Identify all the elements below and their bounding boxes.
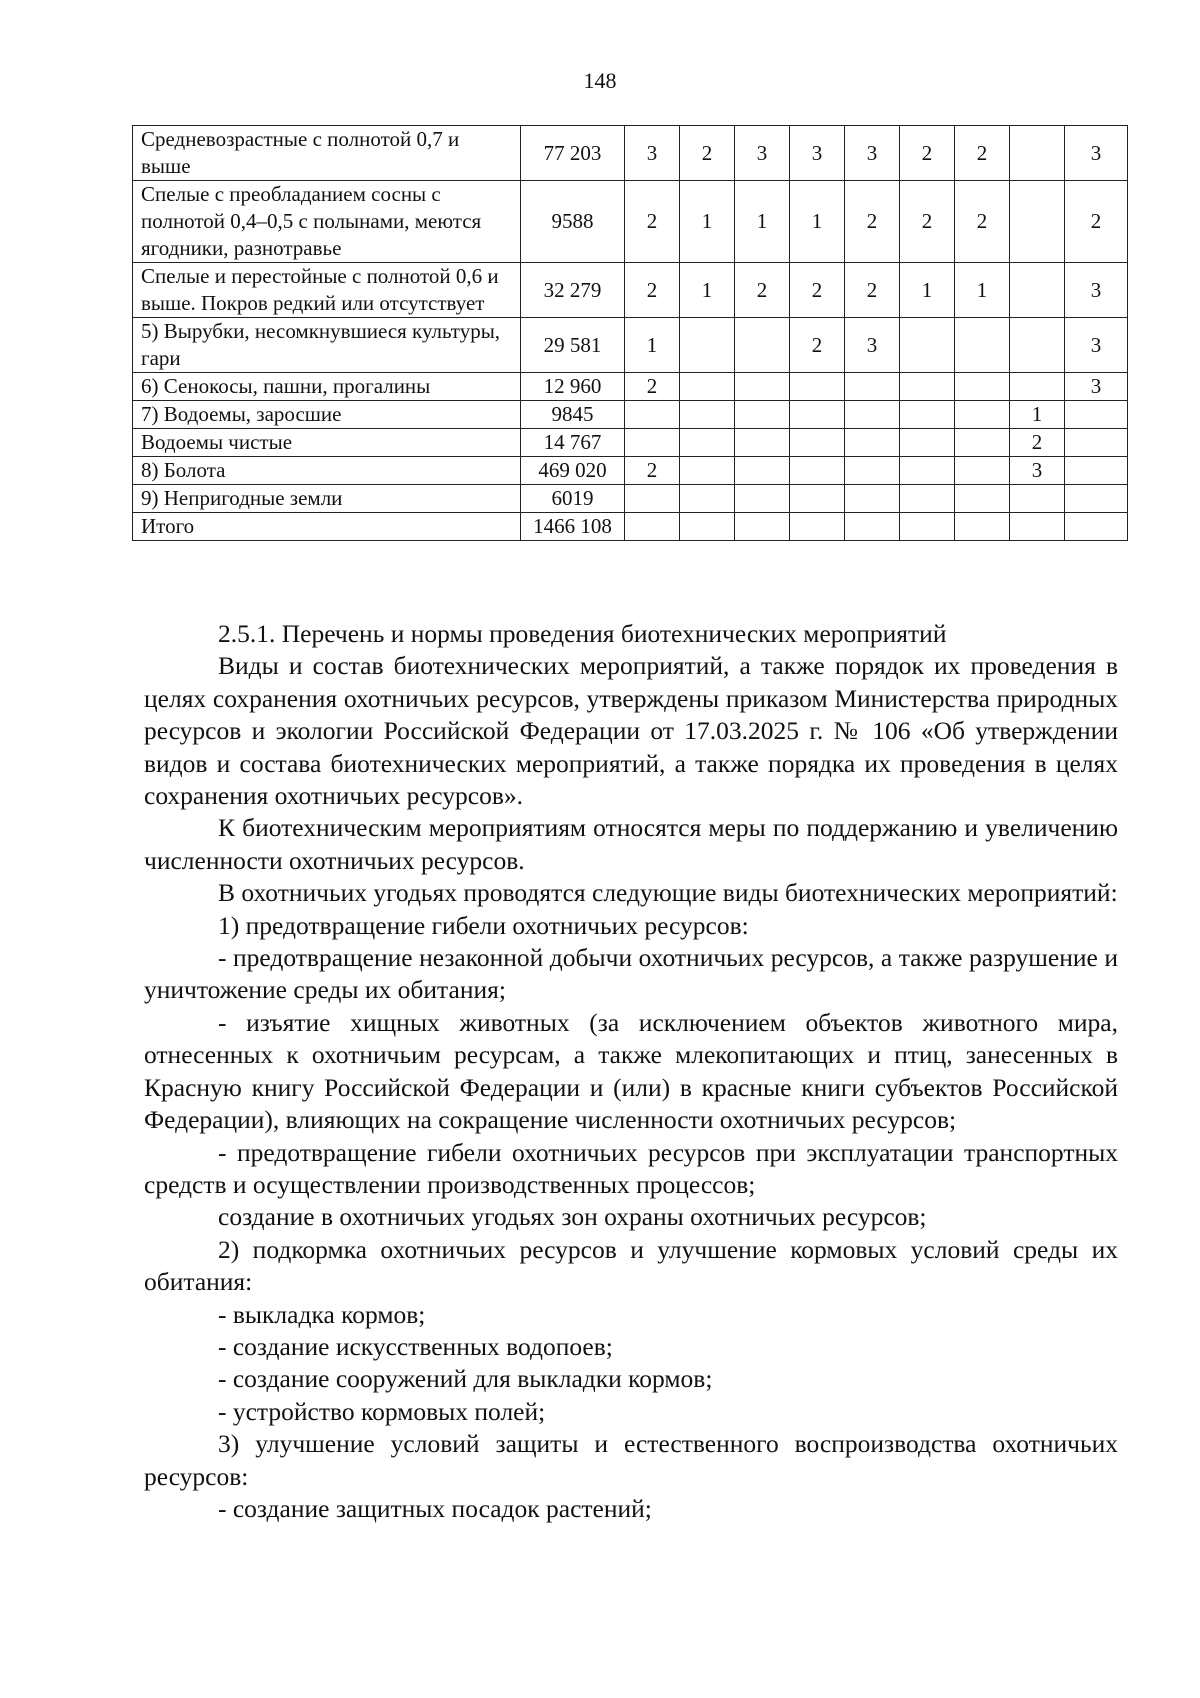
paragraph: 1) предотвращение гибели охотничьих ресурсов: (218, 910, 749, 940)
score-cell (955, 485, 1010, 513)
score-cell: 1 (625, 318, 680, 373)
score-cell (1010, 485, 1065, 513)
score-cell (845, 485, 900, 513)
paragraph: - создание искусственных водопоев; (218, 1331, 613, 1361)
score-cell: 2 (845, 263, 900, 318)
score-cell: 2 (625, 263, 680, 318)
score-cell: 2 (845, 181, 900, 263)
score-cell: 2 (680, 126, 735, 181)
score-cell: 1 (1010, 401, 1065, 429)
row-area: 12 960 (521, 373, 625, 401)
score-cell: 3 (790, 126, 845, 181)
row-area: 1466 108 (521, 513, 625, 541)
row-area: 6019 (521, 485, 625, 513)
paragraph: Виды и состав биотехнических мероприятий, а также порядок их проведения в целях сохранения охотничьих ресурсов, утверждены приказом Министерства природных ресурсов и экологии Российской Федерации от 17.03.2025 г. № 106 «Об утверждении видов и состава биотехнических мероприятий, а также порядка их проведения в целях сохранения охотничьих ресурсов». (144, 651, 1118, 811)
score-cell (735, 485, 790, 513)
score-cell (625, 485, 680, 513)
score-cell: 1 (790, 181, 845, 263)
table-row (133, 263, 1128, 318)
row-name: Спелые и перестойные с полнотой 0,6 и выше. Покров редкий или отсутствует (133, 263, 521, 318)
row-name: 7) Водоемы, заросшие (133, 401, 521, 429)
score-cell (845, 457, 900, 485)
row-name: 6) Сенокосы, пашни, прогалины (133, 373, 521, 401)
score-cell (790, 373, 845, 401)
score-cell (845, 429, 900, 457)
score-cell (900, 429, 955, 457)
score-cell (1010, 126, 1065, 181)
score-cell: 3 (845, 126, 900, 181)
paragraph: - выкладка кормов; (218, 1299, 426, 1329)
paragraph: - создание защитных посадок растений; (218, 1493, 652, 1523)
score-cell (1065, 485, 1128, 513)
row-area: 9845 (521, 401, 625, 429)
score-cell (680, 513, 735, 541)
table-row (133, 181, 1128, 263)
score-cell (735, 318, 790, 373)
score-cell (955, 429, 1010, 457)
score-cell (680, 457, 735, 485)
score-cell (1010, 373, 1065, 401)
score-cell: 1 (680, 263, 735, 318)
score-cell: 2 (735, 263, 790, 318)
score-cell: 3 (625, 126, 680, 181)
score-cell (790, 457, 845, 485)
row-name: 8) Болота (133, 457, 521, 485)
score-cell (955, 457, 1010, 485)
row-name: Итого (133, 513, 521, 541)
score-cell (900, 318, 955, 373)
score-cell: 3 (845, 318, 900, 373)
habitat-table (132, 125, 1128, 541)
score-cell (735, 429, 790, 457)
section-heading: 2.5.1. Перечень и нормы проведения биотехнических мероприятий (218, 619, 947, 648)
score-cell (900, 401, 955, 429)
score-cell (1010, 263, 1065, 318)
score-cell: 2 (625, 373, 680, 401)
score-cell: 3 (1065, 263, 1128, 318)
score-cell: 3 (735, 126, 790, 181)
score-cell: 2 (790, 263, 845, 318)
score-cell (1065, 429, 1128, 457)
row-area: 14 767 (521, 429, 625, 457)
score-cell (1065, 513, 1128, 541)
row-name: Спелые с преобладанием сосны с полнотой 0,4–0,5 с полынами, меются ягодники, разнотравье (133, 181, 521, 263)
table-row (133, 126, 1128, 181)
paragraph: - создание сооружений для выкладки кормов; (218, 1364, 713, 1394)
score-cell (845, 373, 900, 401)
table-row (133, 429, 1128, 457)
score-cell (1010, 318, 1065, 373)
row-name: Средневозрастные с полнотой 0,7 и выше (133, 126, 521, 181)
score-cell (955, 401, 1010, 429)
score-cell (790, 401, 845, 429)
paragraph: К биотехническим мероприятиям относятся меры по поддержанию и увеличению численности охотничьих ресурсов. (144, 813, 1118, 875)
score-cell: 1 (680, 181, 735, 263)
score-cell (790, 429, 845, 457)
score-cell (735, 373, 790, 401)
score-cell (845, 513, 900, 541)
score-cell (1010, 513, 1065, 541)
score-cell (625, 429, 680, 457)
score-cell (955, 513, 1010, 541)
table-body (133, 126, 1128, 541)
score-cell (790, 513, 845, 541)
score-cell (900, 485, 955, 513)
score-cell: 1 (955, 263, 1010, 318)
score-cell: 3 (1065, 126, 1128, 181)
score-cell (955, 318, 1010, 373)
score-cell (735, 401, 790, 429)
table-row (133, 373, 1128, 401)
paragraph: 2) подкормка охотничьих ресурсов и улучшение кормовых условий среды их обитания: (144, 1234, 1118, 1297)
score-cell: 2 (1010, 429, 1065, 457)
score-cell (845, 401, 900, 429)
page-number: 148 (583, 68, 617, 93)
score-cell: 3 (1010, 457, 1065, 485)
score-cell: 2 (955, 126, 1010, 181)
score-cell: 2 (625, 181, 680, 263)
score-cell (680, 401, 735, 429)
score-cell (680, 485, 735, 513)
table-row (133, 457, 1128, 485)
paragraph: - устройство кормовых полей; (218, 1396, 546, 1426)
score-cell: 2 (900, 126, 955, 181)
row-area: 32 279 (521, 263, 625, 318)
score-cell: 2 (900, 181, 955, 263)
row-area: 469 020 (521, 457, 625, 485)
paragraph: - изъятие хищных животных (за исключением объектов животного мира, отнесенных к охотничьим ресурсам, а также млекопитающих и птиц, занесенных в Красную книгу Российской Федерации и (или) в красные книги субъектов Российской Федерации), влияющих на сокращение численности охотничьих ресурсов; (144, 1007, 1118, 1135)
paragraph: создание в охотничьих угодьях зон охраны охотничьих ресурсов; (218, 1202, 927, 1232)
row-name: 5) Вырубки, несомкнувшиеся культуры, гари (133, 318, 521, 373)
body-text (144, 618, 1118, 1525)
score-cell (900, 513, 955, 541)
score-cell (735, 457, 790, 485)
table-row (133, 401, 1128, 429)
score-cell (790, 485, 845, 513)
paragraph: - предотвращение гибели охотничьих ресурсов при эксплуатации транспортных средств и осуществлении производственных процессов; (144, 1137, 1118, 1199)
score-cell: 1 (900, 263, 955, 318)
score-cell (1010, 181, 1065, 263)
score-cell: 1 (735, 181, 790, 263)
score-cell (900, 457, 955, 485)
score-cell: 2 (625, 457, 680, 485)
score-cell: 2 (1065, 181, 1128, 263)
score-cell (1065, 457, 1128, 485)
score-cell (680, 429, 735, 457)
score-cell (680, 373, 735, 401)
score-cell: 3 (1065, 373, 1128, 401)
row-area: 9588 (521, 181, 625, 263)
paragraph: 3) улучшение условий защиты и естественного воспроизводства охотничьих ресурсов: (144, 1429, 1118, 1491)
score-cell: 2 (955, 181, 1010, 263)
score-cell: 2 (790, 318, 845, 373)
row-area: 77 203 (521, 126, 625, 181)
score-cell (625, 401, 680, 429)
score-cell (680, 318, 735, 373)
table-row (133, 318, 1128, 373)
paragraph: В охотничьих угодьях проводятся следующие виды биотехнических мероприятий: (218, 878, 1118, 908)
row-name: Водоемы чистые (133, 429, 521, 457)
score-cell: 3 (1065, 318, 1128, 373)
score-cell (1065, 401, 1128, 429)
row-area: 29 581 (521, 318, 625, 373)
paragraph: - предотвращение незаконной добычи охотничьих ресурсов, а также разрушение и уничтожение среды их обитания; (144, 943, 1118, 1005)
row-name: 9) Непригодные земли (133, 485, 521, 513)
score-cell (955, 373, 1010, 401)
score-cell (735, 513, 790, 541)
table-row (133, 513, 1128, 541)
score-cell (900, 373, 955, 401)
score-cell (625, 513, 680, 541)
table-row (133, 485, 1128, 513)
